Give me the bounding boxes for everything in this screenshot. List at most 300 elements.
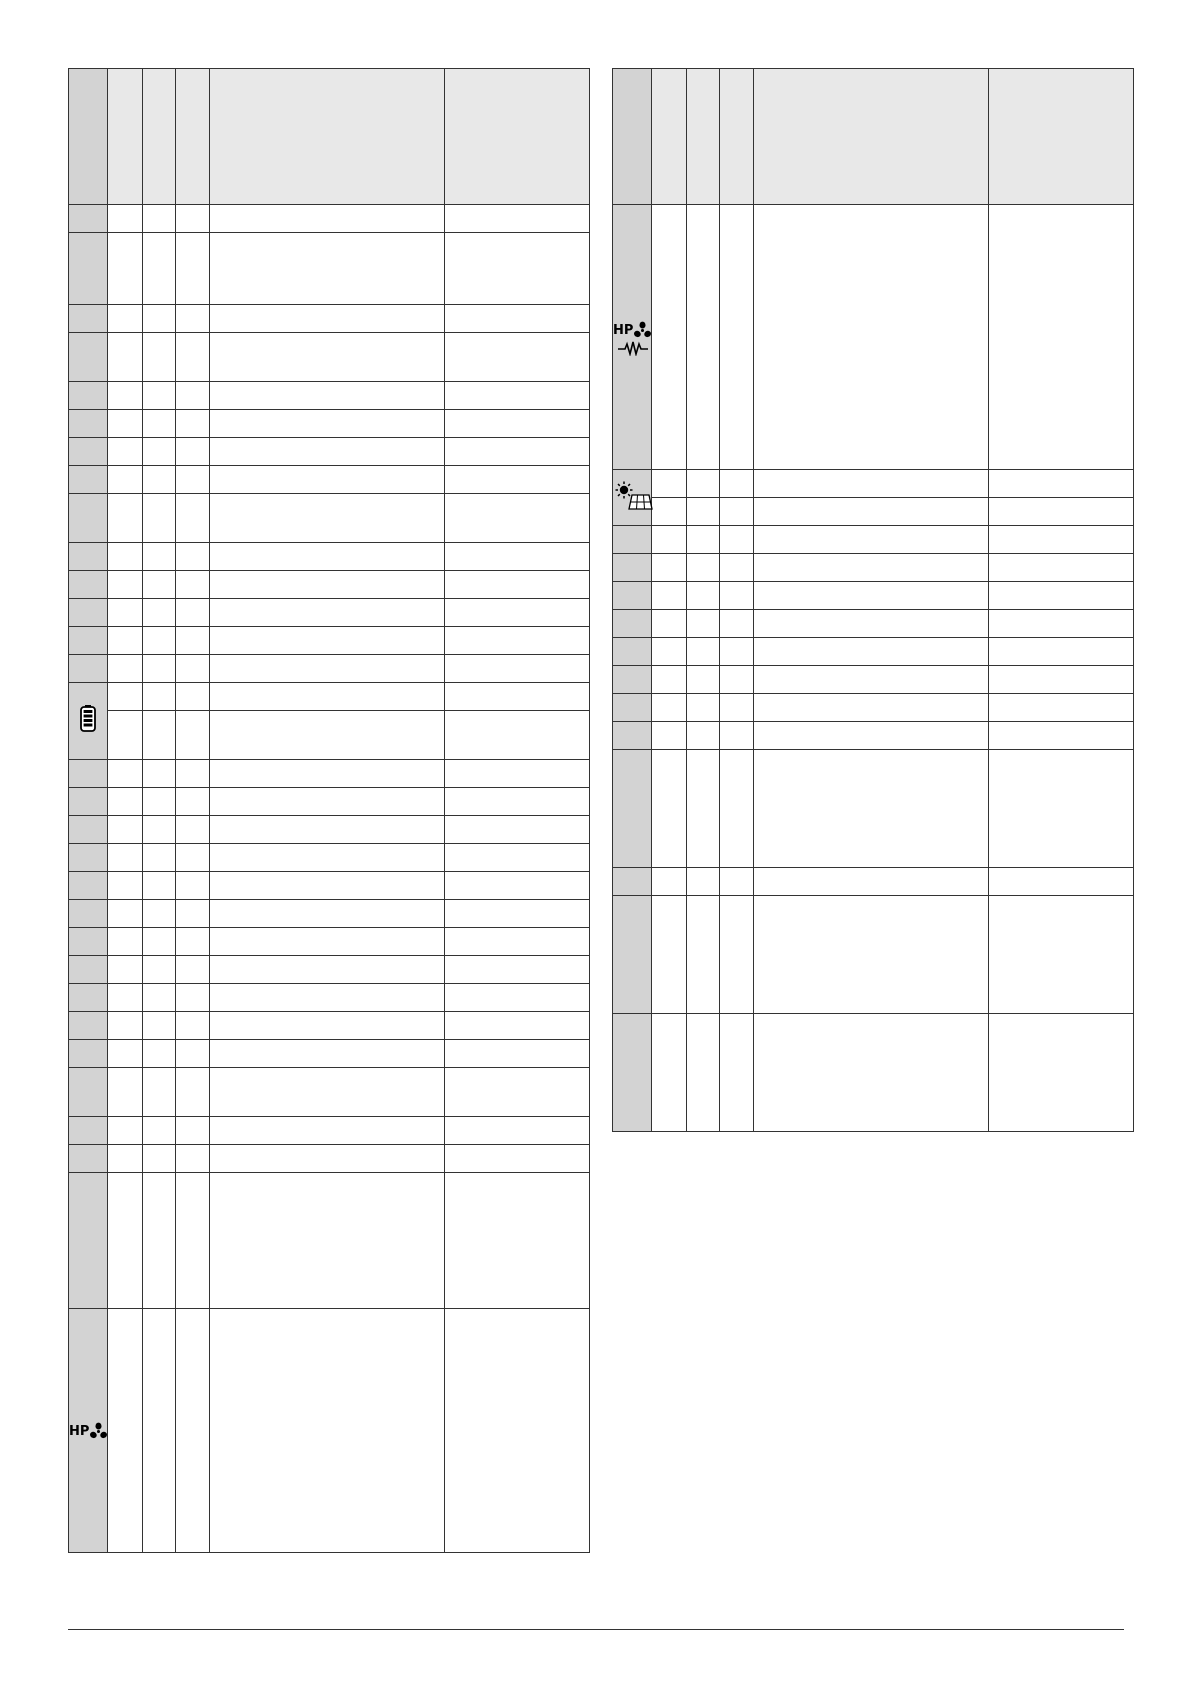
heat-pump-fan-heater-icon <box>613 321 652 356</box>
left-cell <box>209 872 444 900</box>
left-cell <box>142 494 176 543</box>
left-cell <box>142 1173 176 1309</box>
left-cell <box>209 627 444 655</box>
left-cell <box>444 760 589 788</box>
right-cell <box>651 694 686 722</box>
right-cell <box>651 722 686 750</box>
left-cell <box>444 627 589 655</box>
table-row <box>613 610 1134 638</box>
left-cell <box>209 711 444 760</box>
left-cell <box>107 1309 142 1553</box>
table-row <box>613 666 1134 694</box>
right-cell <box>686 868 720 896</box>
left-cell <box>444 872 589 900</box>
table-row <box>69 872 590 900</box>
left-symbol-cell <box>69 984 108 1012</box>
left-cell <box>444 543 589 571</box>
left-header-row <box>69 69 590 205</box>
table-row <box>69 900 590 928</box>
right-cell <box>651 896 686 1014</box>
right-cell <box>753 896 988 1014</box>
right-cell <box>988 750 1133 868</box>
left-cell <box>176 205 210 233</box>
left-cell <box>209 205 444 233</box>
left-symbol-cell <box>69 760 108 788</box>
left-cell <box>444 1309 589 1553</box>
right-cell <box>720 694 754 722</box>
left-cell <box>176 900 210 928</box>
left-cell <box>142 466 176 494</box>
left-cell <box>142 305 176 333</box>
left-cell <box>142 599 176 627</box>
right-symbol-cell <box>613 470 652 526</box>
left-cell <box>176 410 210 438</box>
left-cell <box>444 333 589 382</box>
left-cell <box>107 205 142 233</box>
left-cell <box>142 382 176 410</box>
right-cell <box>720 582 754 610</box>
right-cell <box>988 582 1133 610</box>
left-cell <box>444 1117 589 1145</box>
right-symbol-cell <box>613 638 652 666</box>
left-symbol-cell <box>69 928 108 956</box>
right-cell <box>988 896 1133 1014</box>
left-cell <box>142 900 176 928</box>
left-cell <box>444 1145 589 1173</box>
left-cell <box>444 816 589 844</box>
left-cell <box>444 410 589 438</box>
table-row <box>69 599 590 627</box>
left-cell <box>107 305 142 333</box>
table-row <box>613 498 1134 526</box>
right-cell <box>720 498 754 526</box>
left-cell <box>176 655 210 683</box>
left-cell <box>444 844 589 872</box>
left-cell <box>209 928 444 956</box>
left-cell <box>142 333 176 382</box>
table-row <box>69 844 590 872</box>
left-symbol-cell <box>69 466 108 494</box>
left-cell <box>444 599 589 627</box>
right-symbol-cell <box>613 666 652 694</box>
right-cell <box>651 470 686 498</box>
left-cell <box>176 438 210 466</box>
left-header-cell <box>444 69 589 205</box>
left-cell <box>142 410 176 438</box>
left-cell <box>176 1117 210 1145</box>
left-cell <box>209 683 444 711</box>
right-cell <box>720 666 754 694</box>
left-cell <box>142 233 176 305</box>
left-cell <box>444 655 589 683</box>
left-cell <box>142 711 176 760</box>
right-cell <box>753 722 988 750</box>
right-cell <box>720 750 754 868</box>
left-cell <box>107 1068 142 1117</box>
right-cell <box>720 1014 754 1132</box>
right-cell <box>651 868 686 896</box>
right-cell <box>651 750 686 868</box>
left-symbol-cell <box>69 872 108 900</box>
left-cell <box>107 655 142 683</box>
left-cell <box>176 305 210 333</box>
left-cell <box>107 1117 142 1145</box>
left-symbol-cell <box>69 816 108 844</box>
right-cell <box>988 722 1133 750</box>
table-row <box>69 788 590 816</box>
right-cell <box>651 1014 686 1132</box>
left-symbol-cell <box>69 1040 108 1068</box>
table-row <box>69 655 590 683</box>
right-symbol-cell <box>613 722 652 750</box>
right-cell <box>686 694 720 722</box>
left-symbol-cell <box>69 627 108 655</box>
table-row <box>69 466 590 494</box>
left-cell <box>209 494 444 543</box>
solar-panel-icon <box>613 481 653 511</box>
left-cell <box>107 438 142 466</box>
right-cell <box>720 868 754 896</box>
table-row <box>69 1040 590 1068</box>
left-cell <box>176 956 210 984</box>
right-cell <box>720 638 754 666</box>
left-symbol-cell <box>69 1309 108 1553</box>
table-row <box>69 984 590 1012</box>
right-cell <box>988 205 1133 470</box>
right-header-cell <box>686 69 720 205</box>
right-cell <box>686 722 720 750</box>
right-header-cell <box>651 69 686 205</box>
left-cell <box>444 788 589 816</box>
right-cell <box>988 1014 1133 1132</box>
left-cell <box>107 543 142 571</box>
right-cell <box>686 470 720 498</box>
left-cell <box>142 1309 176 1553</box>
right-cell <box>720 470 754 498</box>
left-cell <box>107 711 142 760</box>
left-cell <box>107 872 142 900</box>
left-symbol-cell <box>69 205 108 233</box>
table-row <box>69 305 590 333</box>
heat-pump-label: HP <box>69 1424 90 1439</box>
right-header-row <box>613 69 1134 205</box>
left-cell <box>176 683 210 711</box>
table-row <box>69 333 590 382</box>
left-cell <box>176 1068 210 1117</box>
right-symbol-cell <box>613 582 652 610</box>
heat-pump-label: HP <box>613 322 634 338</box>
left-cell <box>444 438 589 466</box>
left-cell <box>107 788 142 816</box>
left-cell <box>142 571 176 599</box>
left-cell <box>444 233 589 305</box>
left-cell <box>209 1309 444 1553</box>
table-row <box>69 1012 590 1040</box>
right-cell <box>651 205 686 470</box>
left-symbol-cell <box>69 233 108 305</box>
table-row <box>69 543 590 571</box>
left-cell <box>176 627 210 655</box>
left-cell <box>107 1040 142 1068</box>
right-cell <box>753 582 988 610</box>
table-row <box>69 711 590 760</box>
left-cell <box>107 844 142 872</box>
table-row <box>613 582 1134 610</box>
left-cell <box>107 984 142 1012</box>
left-cell <box>176 382 210 410</box>
right-cell <box>720 205 754 470</box>
right-cell <box>753 554 988 582</box>
left-symbol-cell <box>69 333 108 382</box>
table-row <box>69 816 590 844</box>
left-cell <box>444 1012 589 1040</box>
left-symbol-cell <box>69 788 108 816</box>
right-cell <box>753 750 988 868</box>
right-cell <box>686 610 720 638</box>
left-cell <box>444 1173 589 1309</box>
table-row <box>69 1117 590 1145</box>
battery-icon <box>80 705 96 733</box>
left-symbol-cell <box>69 410 108 438</box>
table-row <box>613 722 1134 750</box>
right-cell <box>686 582 720 610</box>
right-header-cell <box>753 69 988 205</box>
left-symbol-cell <box>69 1068 108 1117</box>
table-row <box>69 928 590 956</box>
right-cell <box>651 610 686 638</box>
table-row <box>613 868 1134 896</box>
left-symbol-cell <box>69 683 108 760</box>
left-cell <box>142 627 176 655</box>
left-cell <box>107 627 142 655</box>
left-symbol-cell <box>69 655 108 683</box>
left-cell <box>176 844 210 872</box>
right-cell <box>720 554 754 582</box>
left-cell <box>209 655 444 683</box>
left-cell <box>209 1040 444 1068</box>
left-parameter-table <box>68 68 590 1553</box>
right-cell <box>651 582 686 610</box>
left-cell <box>107 1145 142 1173</box>
left-cell <box>209 233 444 305</box>
left-cell <box>107 410 142 438</box>
left-cell <box>209 305 444 333</box>
left-cell <box>176 760 210 788</box>
left-cell <box>107 333 142 382</box>
right-symbol-cell <box>613 610 652 638</box>
table-row <box>69 382 590 410</box>
table-row <box>69 1173 590 1309</box>
right-cell <box>753 694 988 722</box>
right-header-cell <box>988 69 1133 205</box>
right-cell <box>651 526 686 554</box>
left-cell <box>444 683 589 711</box>
left-symbol-cell <box>69 900 108 928</box>
left-cell <box>176 1012 210 1040</box>
left-cell <box>107 233 142 305</box>
left-cell <box>209 788 444 816</box>
table-row <box>69 1068 590 1117</box>
table-row <box>69 1309 590 1553</box>
left-header-cell <box>69 69 108 205</box>
table-row <box>69 683 590 711</box>
table-row <box>613 1014 1134 1132</box>
left-cell <box>107 494 142 543</box>
right-cell <box>753 638 988 666</box>
right-cell <box>686 498 720 526</box>
left-symbol-cell <box>69 1145 108 1173</box>
right-cell <box>988 638 1133 666</box>
right-cell <box>686 638 720 666</box>
table-row <box>613 750 1134 868</box>
right-symbol-cell <box>613 694 652 722</box>
right-symbol-cell <box>613 526 652 554</box>
right-cell <box>988 610 1133 638</box>
left-cell <box>209 410 444 438</box>
left-symbol-cell <box>69 382 108 410</box>
table-row <box>613 205 1134 470</box>
table-row <box>613 638 1134 666</box>
left-cell <box>107 760 142 788</box>
left-cell <box>176 816 210 844</box>
left-cell <box>176 788 210 816</box>
left-cell <box>209 1068 444 1117</box>
left-cell <box>209 438 444 466</box>
table-row <box>613 554 1134 582</box>
left-cell <box>142 1145 176 1173</box>
left-cell <box>209 956 444 984</box>
heat-pump-fan-icon <box>69 1422 108 1441</box>
table-row <box>69 956 590 984</box>
left-cell <box>107 928 142 956</box>
right-cell <box>988 666 1133 694</box>
left-cell <box>107 466 142 494</box>
left-symbol-cell <box>69 599 108 627</box>
left-cell <box>444 1068 589 1117</box>
table-row <box>613 694 1134 722</box>
left-cell <box>107 816 142 844</box>
left-cell <box>209 1117 444 1145</box>
left-cell <box>176 571 210 599</box>
heater-coil-icon <box>617 340 649 356</box>
left-cell <box>444 205 589 233</box>
left-symbol-cell <box>69 305 108 333</box>
right-cell <box>686 1014 720 1132</box>
right-cell <box>753 498 988 526</box>
left-cell <box>444 956 589 984</box>
footer-rule <box>68 1629 1124 1630</box>
table-row <box>613 896 1134 1014</box>
table-row <box>69 760 590 788</box>
left-symbol-cell <box>69 438 108 466</box>
left-cell <box>142 844 176 872</box>
left-cell <box>444 900 589 928</box>
table-row <box>69 205 590 233</box>
right-cell <box>651 666 686 694</box>
right-cell <box>651 554 686 582</box>
left-cell <box>444 1040 589 1068</box>
right-cell <box>988 498 1133 526</box>
left-cell <box>142 1040 176 1068</box>
left-cell <box>176 233 210 305</box>
left-cell <box>209 816 444 844</box>
left-cell <box>444 711 589 760</box>
table-row <box>69 1145 590 1173</box>
right-symbol-cell <box>613 896 652 1014</box>
left-symbol-cell <box>69 543 108 571</box>
left-cell <box>107 571 142 599</box>
right-cell <box>686 205 720 470</box>
left-symbol-cell <box>69 571 108 599</box>
left-cell <box>209 382 444 410</box>
right-cell <box>988 868 1133 896</box>
left-header-cell <box>142 69 176 205</box>
left-cell <box>176 466 210 494</box>
left-cell <box>142 984 176 1012</box>
left-cell <box>444 466 589 494</box>
right-parameter-table <box>612 68 1134 1132</box>
right-cell <box>753 610 988 638</box>
left-symbol-cell <box>69 956 108 984</box>
left-cell <box>176 928 210 956</box>
right-symbol-cell <box>613 205 652 470</box>
left-cell <box>209 1145 444 1173</box>
table-row <box>69 233 590 305</box>
left-cell <box>142 956 176 984</box>
left-cell <box>444 984 589 1012</box>
right-symbol-cell <box>613 554 652 582</box>
right-cell <box>686 554 720 582</box>
right-cell <box>753 470 988 498</box>
table-row <box>69 494 590 543</box>
table-row <box>69 438 590 466</box>
left-cell <box>209 466 444 494</box>
left-cell <box>209 984 444 1012</box>
left-cell <box>142 655 176 683</box>
left-cell <box>142 205 176 233</box>
table-row <box>69 571 590 599</box>
left-cell <box>107 900 142 928</box>
right-cell <box>720 896 754 1014</box>
left-cell <box>209 1012 444 1040</box>
table-row <box>613 526 1134 554</box>
left-cell <box>107 599 142 627</box>
right-cell <box>686 526 720 554</box>
right-cell <box>651 638 686 666</box>
left-header-cell <box>176 69 210 205</box>
left-symbol-cell <box>69 1173 108 1309</box>
left-symbol-cell <box>69 1117 108 1145</box>
left-cell <box>107 1012 142 1040</box>
left-cell <box>142 543 176 571</box>
right-cell <box>720 722 754 750</box>
left-cell <box>142 438 176 466</box>
left-cell <box>209 333 444 382</box>
right-symbol-cell <box>613 750 652 868</box>
left-cell <box>107 956 142 984</box>
left-cell <box>176 1040 210 1068</box>
left-cell <box>142 1117 176 1145</box>
left-cell <box>176 543 210 571</box>
left-cell <box>209 599 444 627</box>
left-cell <box>444 382 589 410</box>
right-cell <box>720 526 754 554</box>
left-cell <box>209 760 444 788</box>
right-cell <box>686 896 720 1014</box>
right-symbol-cell <box>613 868 652 896</box>
right-header-cell <box>720 69 754 205</box>
table-row <box>613 470 1134 498</box>
